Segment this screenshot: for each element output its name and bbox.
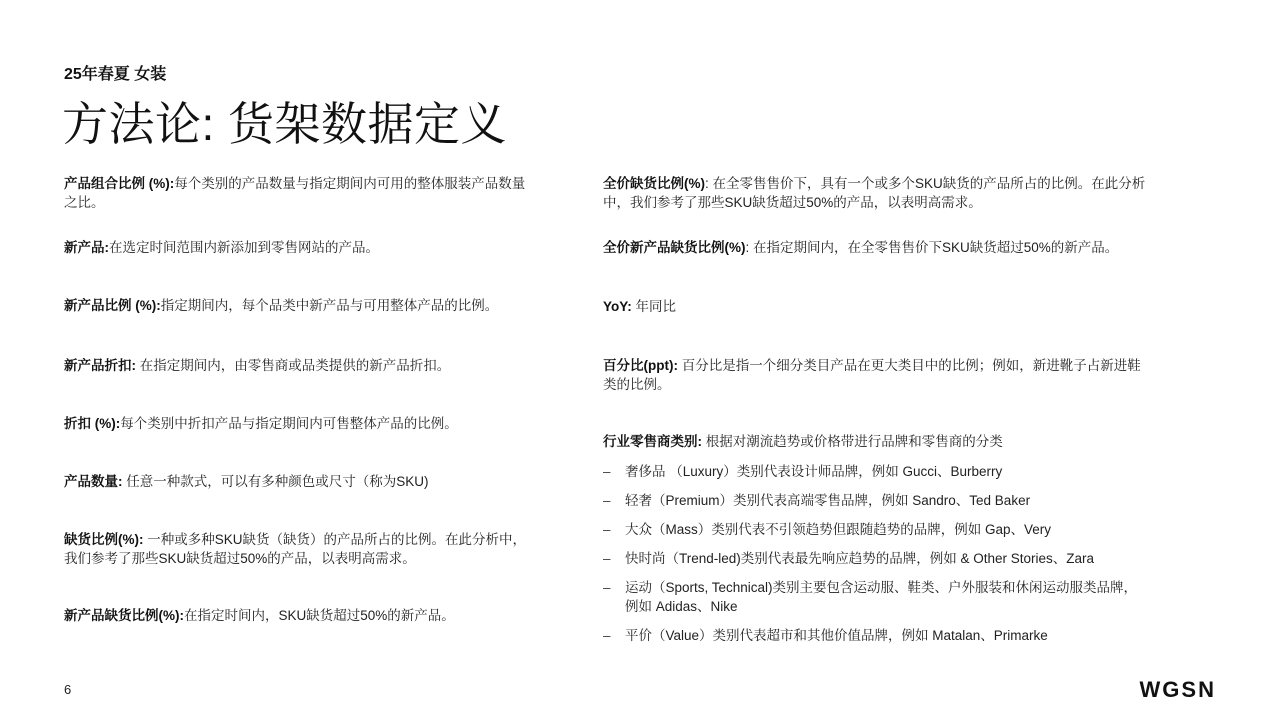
definition-item	[64, 414, 534, 433]
definition-text: 任意一种款式，可以有多种颜色或尺寸（称为SKU)	[122, 474, 429, 489]
definition-term: 折扣 (%):	[64, 416, 121, 431]
definition-text: 在指定时间内，SKU缺货超过50%的新产品。	[184, 608, 455, 623]
definition-term: 新产品:	[64, 240, 109, 255]
page-number: 6	[64, 682, 72, 697]
definition-item	[64, 174, 534, 212]
list-item-text: 轻奢（Premium）类别代表高端零售品牌，例如 Sandro、Ted Baker	[625, 493, 1031, 508]
list-item-text: 快时尚（Trend-led)类别代表最先响应趋势的品牌，例如 & Other Stories、Zara	[625, 551, 1095, 566]
page-title: 方法论: 货架数据定义	[62, 98, 508, 150]
definition-item	[64, 472, 534, 491]
dash-bullet-icon: –	[603, 464, 611, 479]
retailer-categories-heading	[603, 432, 1163, 451]
definition-text: 百分比是指一个细分类目产品在更大类目中的比例；例如，新进靴子占新进鞋类的比例。	[603, 358, 1141, 392]
definition-item	[64, 296, 534, 315]
definition-text: 根据对潮流趋势或价格带进行品牌和零售商的分类	[702, 434, 1003, 449]
definition-text: 在指定期间内，由零售商或品类提供的新产品折扣。	[136, 358, 451, 373]
definition-term: 新产品缺货比例(%):	[64, 608, 184, 623]
definition-term: 缺货比例(%):	[64, 532, 144, 547]
definition-text: 一种或多种SKU缺货（缺货）的产品所占的比例。在此分析中，我们参考了那些SKU缺货超过50%的产品，以表明高需求。	[64, 532, 527, 566]
definition-term: 产品组合比例 (%):	[64, 176, 175, 191]
definition-text: : 在全零售售价下，具有一个或多个SKU缺货的产品所占的比例。在此分析中，我们参考了那些SKU缺货超过50%的产品，以表明高需求。	[603, 176, 1146, 210]
definition-text: 指定期间内，每个品类中新产品与可用整体产品的比例。	[160, 298, 499, 313]
definition-term: 行业零售商类别:	[603, 434, 702, 449]
list-item	[603, 462, 1163, 481]
definition-item	[64, 238, 534, 257]
list-item	[603, 549, 1163, 568]
wgsn-logo: WGSN	[1139, 677, 1216, 702]
list-item-text: 大众（Mass）类别代表不引领趋势但跟随趋势的品牌，例如 Gap、Very	[625, 522, 1052, 537]
dash-bullet-icon: –	[603, 493, 611, 508]
list-item	[603, 626, 1163, 645]
list-item	[603, 520, 1163, 539]
definition-term: 百分比(ppt):	[603, 358, 678, 373]
dash-bullet-icon: –	[603, 580, 611, 595]
definition-text: : 在指定期间内，在全零售售价下SKU缺货超过50%的新产品。	[745, 240, 1119, 255]
definition-term: 产品数量:	[64, 474, 123, 489]
definition-item	[603, 356, 1148, 394]
definition-term: 新产品折扣:	[64, 358, 136, 373]
dash-bullet-icon: –	[603, 551, 611, 566]
definition-term: 新产品比例 (%):	[64, 298, 161, 313]
definition-item	[64, 356, 534, 375]
definition-item	[64, 530, 534, 568]
list-item	[603, 491, 1163, 510]
definition-term: 全价缺货比例(%)	[603, 176, 705, 191]
list-item	[603, 578, 1148, 616]
list-item-text: 奢侈品 （Luxury）类别代表设计师品牌，例如 Gucci、Burberry	[625, 464, 1003, 479]
definition-text: 每个类别的产品数量与指定期间内可用的整体服装产品数量之比。	[64, 176, 526, 210]
definition-item	[603, 174, 1148, 212]
definition-text: 在选定时间范围内新添加到零售网站的产品。	[109, 240, 379, 255]
definition-term: YoY:	[603, 299, 632, 314]
list-item-text: 平价（Value）类别代表超市和其他价值品牌，例如 Matalan、Primarke	[625, 628, 1048, 643]
page-subtitle: 25年春夏 女装	[64, 66, 167, 83]
definition-term: 全价新产品缺货比例(%)	[603, 240, 746, 255]
definition-item	[603, 297, 1163, 316]
definition-text: 每个类别中折扣产品与指定期间内可售整体产品的比例。	[120, 416, 458, 431]
dash-bullet-icon: –	[603, 628, 611, 643]
list-item-text: 运动（Sports, Technical)类别主要包含运动服、鞋类、户外服装和休闲运动服类品牌，例如 Adidas、Nike	[625, 580, 1138, 614]
definition-text: 年同比	[631, 299, 677, 314]
dash-bullet-icon: –	[603, 522, 611, 537]
definition-item	[64, 606, 534, 625]
definition-item	[603, 238, 1163, 257]
